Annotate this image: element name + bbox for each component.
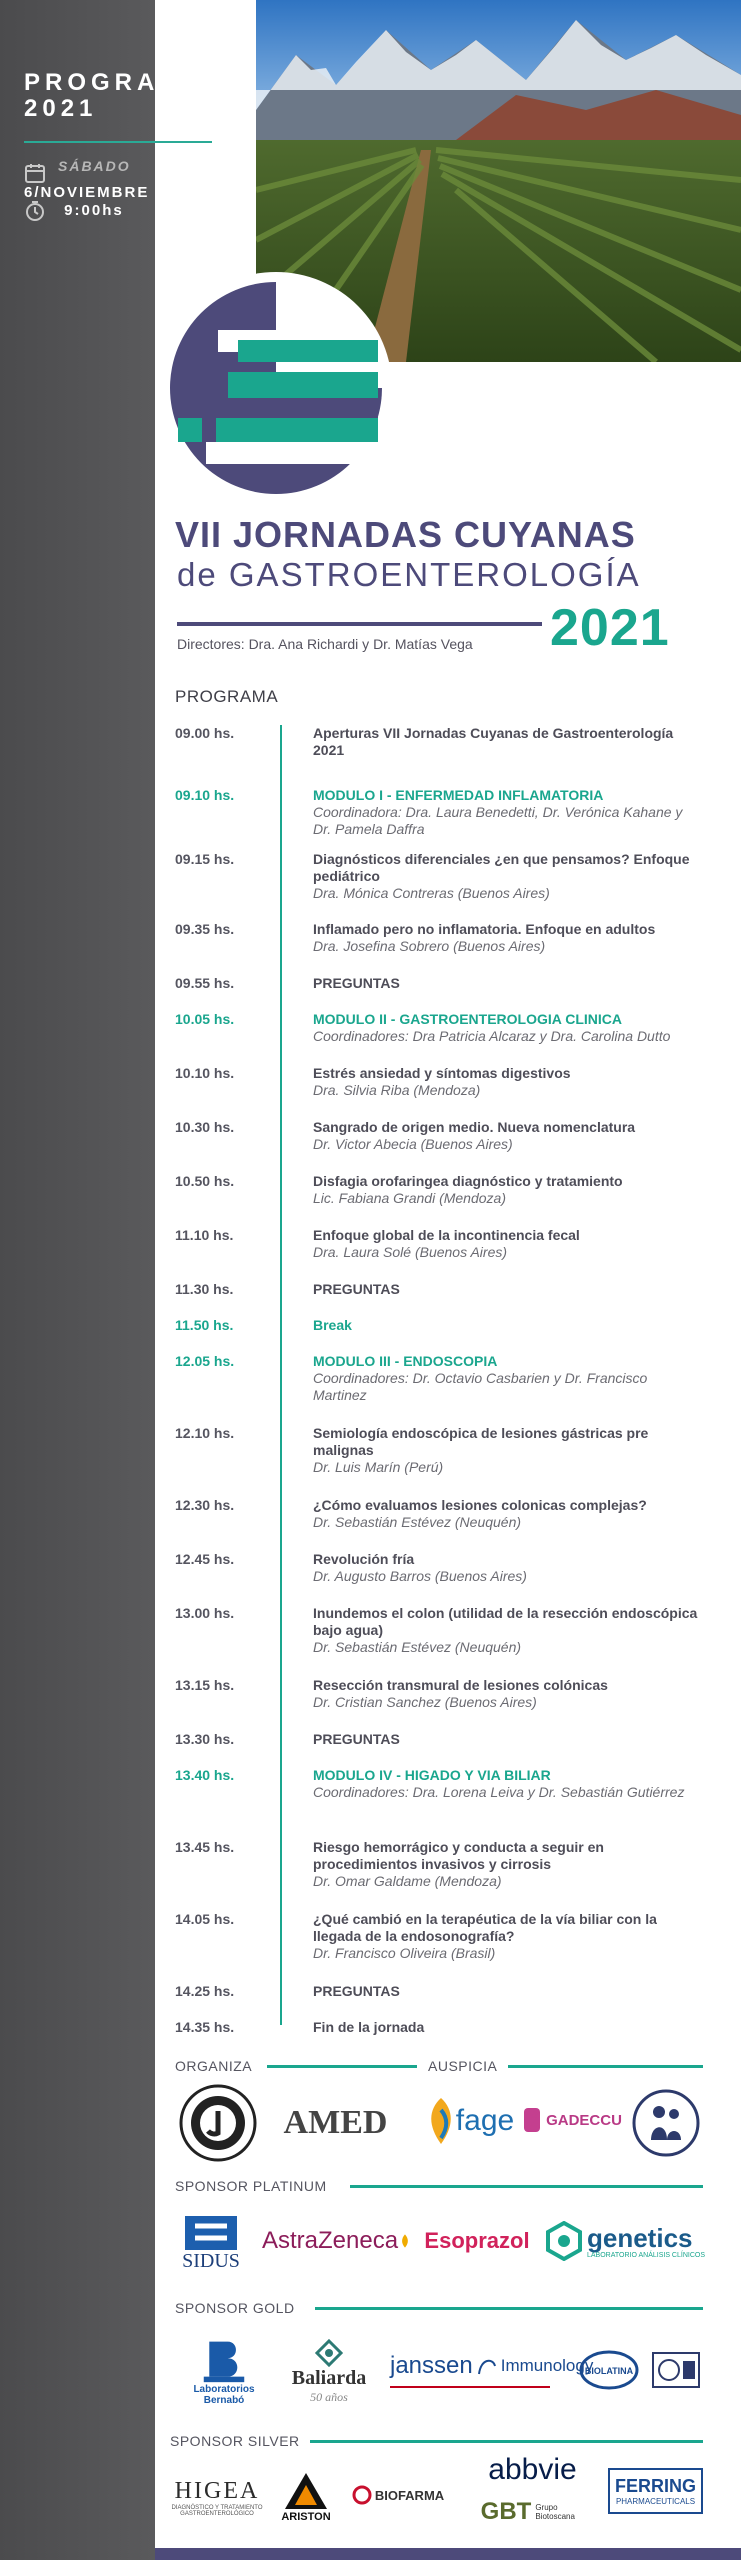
section-gold: SPONSOR GOLD: [175, 2300, 295, 2316]
sidebar-date-row: [24, 158, 149, 201]
program-item-speaker: Dra. Mónica Contreras (Buenos Aires): [313, 885, 550, 901]
program-item-time: 13.30 hs.: [175, 1731, 235, 1747]
program-item-speaker: Dra. Josefina Sobrero (Buenos Aires): [313, 938, 546, 954]
logo-abbvie: abbvie: [488, 2453, 577, 2486]
program-item-time: 11.10 hs.: [175, 1227, 234, 1243]
logo-sociedad-gastro: [175, 2080, 260, 2165]
program-item-title: MODULO II - GASTROENTEROLOGIA CLINICA: [313, 1011, 623, 1027]
ariston-text: ARISTON: [281, 2511, 331, 2523]
program-item-time: 09.35 hs.: [175, 921, 235, 937]
program-item-body: [313, 1353, 703, 1404]
program-item-time: 13.40 hs.: [175, 1767, 235, 1783]
program-item-time: 14.25 hs.: [175, 1983, 235, 1999]
program-item-speaker: Dr. Augusto Barros (Buenos Aires): [313, 1568, 527, 1584]
program-item-time: 12.05 hs.: [175, 1353, 235, 1369]
program-item-time: 14.35 hs.: [175, 2019, 235, 2035]
program-item-title: ¿Qué cambió en la terapéutica de la vía biliar con la llegada de la endosonografía?: [313, 1911, 657, 1944]
gold-divider: [315, 2307, 703, 2310]
program-item-title: Sangrado de origen medio. Nueva nomenclatura: [313, 1119, 636, 1135]
certification-icon: [651, 2351, 701, 2389]
program-item-speaker: Coordinadores: Dra Patricia Alcaraz y Dra. Carolina Dutto: [313, 1028, 671, 1044]
program-item-title: Disfagia orofaringea diagnóstico y tratamiento: [313, 1173, 623, 1189]
program-item-speaker: Lic. Fabiana Grandi (Mendoza): [313, 1190, 506, 1206]
sidebar-title: [24, 70, 207, 122]
program-item-title: Fin de la jornada: [313, 2019, 425, 2035]
janssen-text: janssen: [390, 2352, 473, 2379]
logo-ferring: [608, 2468, 703, 2514]
program-item-body: [313, 921, 703, 955]
logo-biofarma: [348, 2475, 448, 2515]
program-timeline: [280, 725, 282, 2025]
program-item-title: PREGUNTAS: [313, 975, 400, 991]
program-item-time: 10.30 hs.: [175, 1119, 235, 1135]
event-subtitle: [177, 556, 641, 594]
program-item-title: Aperturas VII Jornadas Cuyanas de Gastroenterología 2021: [313, 725, 674, 758]
program-item-time: 10.10 hs.: [175, 1065, 235, 1081]
program-item-body: [313, 1605, 703, 1656]
gbt-subtext: Grupo Biotoscana: [535, 2503, 575, 2521]
sidebar-title-line2: 2021: [24, 95, 98, 122]
program-item-speaker: Dr. Victor Abecia (Buenos Aires): [313, 1136, 513, 1152]
higea-text: HIGEA: [174, 2477, 260, 2504]
program-item-title: ¿Cómo evaluamos lesiones colonicas complejas?: [313, 1497, 647, 1513]
program-item-time: 09.15 hs.: [175, 851, 235, 867]
logo-janssen: [390, 2340, 594, 2400]
event-logo: [158, 270, 394, 506]
program-item-title: Break: [313, 1317, 352, 1333]
section-silver: SPONSOR SILVER: [170, 2433, 300, 2449]
logo-baliarda: [283, 2330, 375, 2414]
sidus-text: SIDUS: [182, 2249, 240, 2272]
janssen-swirl-icon: [475, 2354, 499, 2378]
logo-ariston: [275, 2462, 337, 2532]
silver-divider: [310, 2440, 703, 2443]
program-item-time: 09.55 hs.: [175, 975, 235, 991]
program-item-body: [313, 787, 703, 838]
event-subtitle-main: GASTROENTEROLOGÍA: [228, 556, 641, 593]
program-item-body: [313, 975, 703, 992]
program-item-title: MODULO IV - HIGADO Y VIA BILIAR: [313, 1767, 551, 1783]
logo-certification: [648, 2350, 703, 2390]
event-year: 2021: [550, 599, 670, 657]
ferring-text: FERRING: [615, 2476, 696, 2496]
program-item-body: [313, 725, 703, 759]
gadeccu-text: GADECCU: [546, 2111, 622, 2129]
program-item-title: Resección transmural de lesiones colónicas: [313, 1677, 608, 1693]
program-item-title: PREGUNTAS: [313, 1983, 400, 1999]
baliarda-icon: [315, 2339, 343, 2367]
program-item-time: 12.45 hs.: [175, 1551, 235, 1567]
genetics-icon: [545, 2221, 583, 2261]
logo-higea: [168, 2470, 266, 2524]
program-item-title: PREGUNTAS: [313, 1281, 400, 1297]
astrazeneca-text: AstraZeneca: [262, 2227, 399, 2254]
section-auspicia: AUSPICIA: [428, 2058, 498, 2074]
auspicia-divider: [508, 2065, 703, 2068]
program-item-speaker: Dra. Silvia Riba (Mendoza): [313, 1082, 481, 1098]
sidebar-time: 9:00hs: [64, 201, 124, 219]
janssen-rule: [390, 2386, 550, 2388]
organiza-divider: [267, 2065, 417, 2068]
program-item-speaker: Coordinadores: Dra. Lorena Leiva y Dr. Sebastián Gutiérrez: [313, 1784, 685, 1800]
program-item-time: 13.00 hs.: [175, 1605, 235, 1621]
program-item-body: [313, 2019, 703, 2036]
program-item-title: Enfoque global de la incontinencia fecal: [313, 1227, 580, 1243]
program-item-body: [313, 1173, 703, 1207]
program-item-title: Revolución fría: [313, 1551, 415, 1567]
astrazeneca-icon: [400, 2227, 410, 2255]
program-item-body: [313, 1119, 703, 1153]
platinum-divider: [350, 2185, 703, 2188]
program-item-speaker: Dr. Francisco Oliveira (Brasil): [313, 1945, 496, 1961]
title-divider: [177, 622, 542, 626]
sidebar-time-row: [24, 200, 124, 222]
program-item-speaker: Dra. Laura Solé (Buenos Aires): [313, 1244, 508, 1260]
event-directors: Directores: Dra. Ana Richardi y Dr. Matías Vega: [177, 636, 473, 652]
logo-sidus: [175, 2210, 247, 2276]
program-item-title: MODULO I - ENFERMEDAD INFLAMATORIA: [313, 787, 604, 803]
section-organiza: ORGANIZA: [175, 2058, 253, 2074]
program-item-body: [313, 1911, 703, 1962]
ariston-icon: [283, 2471, 329, 2511]
event-logo-icon: [158, 270, 394, 506]
program-item-speaker: Coordinadores: Dr. Octavio Casbarien y Dr. Francisco Martinez: [313, 1370, 648, 1403]
baliarda-text: Baliarda: [291, 2367, 367, 2389]
logo-amed: AMED: [283, 2104, 388, 2141]
baliarda-subtext: 50 años: [310, 2390, 348, 2404]
fage-icon: [426, 2096, 456, 2146]
program-item-time: 13.45 hs.: [175, 1839, 235, 1855]
program-item-time: 12.30 hs.: [175, 1497, 235, 1513]
program-item-time: 10.05 hs.: [175, 1011, 235, 1027]
fage-text: fage: [455, 2104, 515, 2137]
bottom-strip: [155, 2548, 741, 2560]
program-item-time: 11.30 hs.: [175, 1281, 234, 1297]
sidebar-day: SÁBADO: [58, 158, 131, 174]
seal-logo-icon: [178, 2083, 258, 2163]
program-item-speaker: Dr. Omar Galdame (Mendoza): [313, 1873, 502, 1889]
program-item-time: 11.50 hs.: [175, 1317, 234, 1333]
genetics-text: genetics: [587, 2222, 693, 2253]
program-item-body: [313, 1497, 703, 1531]
section-platinum: SPONSOR PLATINUM: [175, 2178, 327, 2194]
program-item-time: 14.05 hs.: [175, 1911, 235, 1927]
program-item-title: Estrés ansiedad y síntomas digestivos: [313, 1065, 571, 1081]
program-item-body: [313, 1281, 703, 1298]
program-item-time: 13.15 hs.: [175, 1677, 235, 1693]
gadeccu-icon: [522, 2106, 542, 2134]
program-item-body: [313, 1317, 703, 1334]
program-item-title: Inundemos el colon (utilidad de la resección endoscópica bajo agua): [313, 1605, 698, 1638]
bernabo-text: Laboratorios Bernabó: [193, 2384, 255, 2406]
program-item-speaker: Coordinadora: Dra. Laura Benedetti, Dr. Verónica Kahane y Dr. Pamela Daffra: [313, 804, 683, 837]
higea-subtext: DIAGNÓSTICO Y TRATAMIENTO GASTROENTEROLÓGICO: [171, 2504, 263, 2517]
sidebar-date: 6/NOVIEMBRE: [24, 184, 150, 201]
biofarma-text: BIOFARMA: [374, 2487, 445, 2503]
program-item-time: 09.10 hs.: [175, 787, 235, 803]
logo-gadeccu: [522, 2098, 622, 2142]
program-item-body: [313, 1983, 703, 2000]
bernabo-icon: [198, 2338, 250, 2384]
program-item-body: [313, 851, 703, 902]
program-item-title: Inflamado pero no inflamatoria. Enfoque en adultos: [313, 921, 656, 937]
program-item-title: Riesgo hemorrágico y conducta a seguir en procedimientos invasivos y cirrosis: [313, 1839, 604, 1872]
logo-astrazeneca: [262, 2218, 410, 2264]
program-item-time: 10.50 hs.: [175, 1173, 235, 1189]
program-item-body: [313, 1677, 703, 1711]
biofarma-icon: [352, 2485, 372, 2505]
logo-gbt: [470, 2494, 590, 2530]
program-item-time: 09.00 hs.: [175, 725, 235, 741]
program-item-title: Semiología endoscópica de lesiones gástricas pre malignas: [313, 1425, 649, 1458]
biolatina-icon: [579, 2348, 639, 2392]
esoprazol-text: Esoprazol: [424, 2228, 530, 2253]
program-item-body: [313, 1767, 703, 1801]
program-item-body: [313, 1839, 703, 1890]
program-item-title: MODULO III - ENDOSCOPIA: [313, 1353, 498, 1369]
logo-family-seal: [628, 2088, 703, 2158]
program-item-title: Diagnósticos diferenciales ¿en que pensamos? Enfoque pediátrico: [313, 851, 690, 884]
logo-genetics: [545, 2216, 705, 2266]
calendar-icon: [24, 162, 46, 184]
logo-esoprazol: [422, 2218, 532, 2264]
program-item-body: [313, 1065, 703, 1099]
program-item-body: [313, 1551, 703, 1585]
sidebar-title-line1: PROGRAMA: [24, 69, 207, 96]
program-item-title: PREGUNTAS: [313, 1731, 400, 1747]
sidebar-divider: [24, 141, 212, 143]
program-item-speaker: Dr. Luis Marín (Perú): [313, 1459, 444, 1475]
event-title: VII JORNADAS CUYANAS: [175, 514, 636, 555]
logo-biolatina: [578, 2345, 640, 2395]
program-item-body: [313, 1227, 703, 1261]
ferring-subtext: PHARMACEUTICALS: [615, 2497, 696, 2506]
gbt-text: GBT: [480, 2498, 532, 2525]
program-heading: PROGRAMA: [175, 687, 279, 706]
event-subtitle-prefix: de: [177, 556, 218, 593]
logo-fage: [425, 2086, 515, 2156]
sidus-icon: [181, 2214, 241, 2250]
program-item-time: 12.10 hs.: [175, 1425, 235, 1441]
logo-bernabo: [175, 2338, 273, 2406]
program-item-speaker: Dr. Sebastián Estévez (Neuquén): [313, 1514, 522, 1530]
program-item-speaker: Dr. Cristian Sanchez (Buenos Aires): [313, 1694, 537, 1710]
program-item-speaker: Dr. Sebastián Estévez (Neuquén): [313, 1639, 522, 1655]
sidebar: [0, 0, 155, 2560]
genetics-subtext: LABORATORIO ANÁLISIS CLÍNICOS: [587, 2251, 705, 2259]
biolatina-text: BIOLATINA: [584, 2366, 634, 2376]
family-seal-icon: [631, 2088, 701, 2158]
program-item-body: [313, 1011, 703, 1045]
program-item-body: [313, 1425, 703, 1476]
program-item-body: [313, 1731, 703, 1748]
clock-icon: [24, 200, 46, 222]
immunology-text: Immunology: [500, 2356, 594, 2375]
